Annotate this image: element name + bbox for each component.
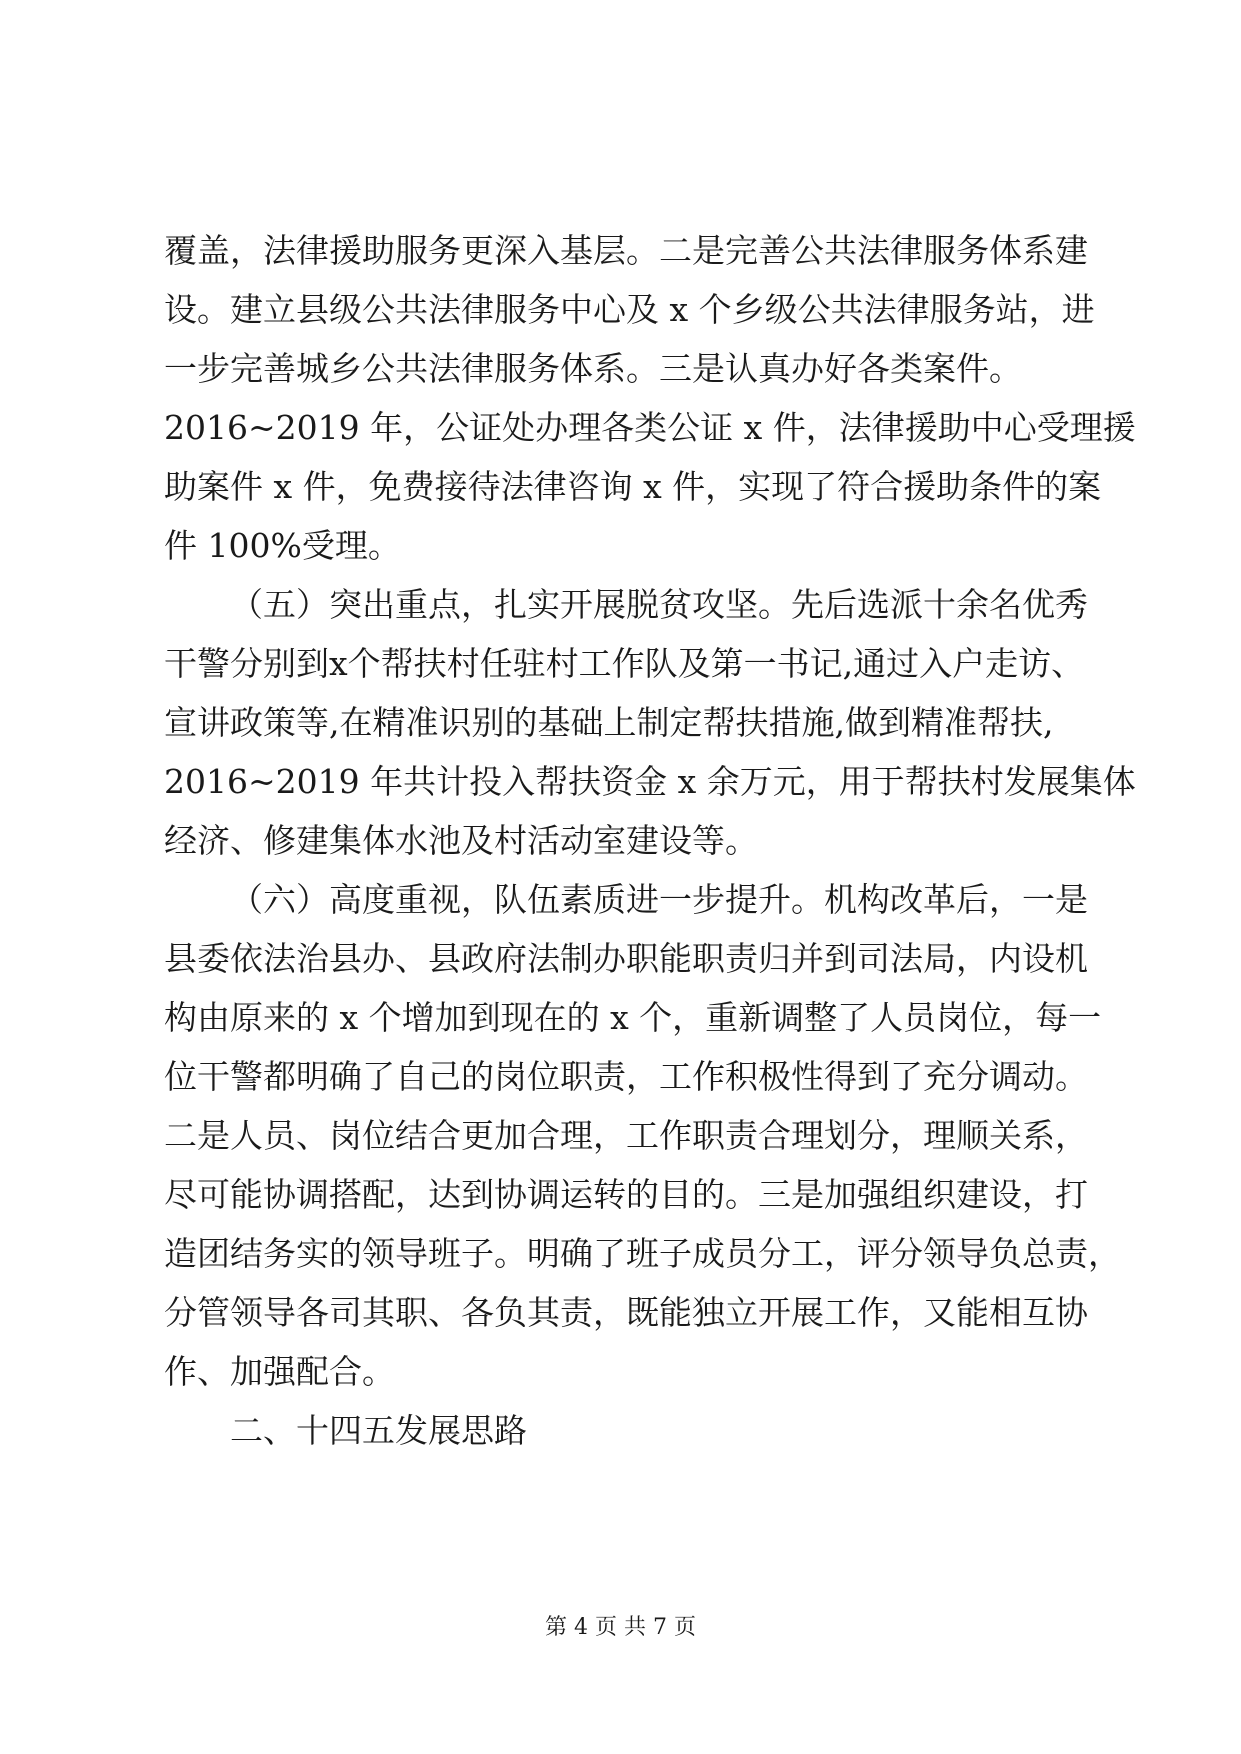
paragraph-first-line: （五）突出重点，扎实开展脱贫攻坚。先后选派十余名优秀 <box>230 585 1088 624</box>
text-line: 分管领导各司其职、各负其责，既能独立开展工作，又能相互协 <box>164 1293 1088 1332</box>
text-line: 造团结务实的领导班子。明确了班子成员分工，评分领导负总责， <box>164 1234 1121 1273</box>
text-line: 干警分别到x个帮扶村任驻村工作队及第一书记,通过入户走访、 <box>164 644 1085 683</box>
text-line: 助案件 x 件，免费接待法律咨询 x 件，实现了符合援助条件的案 <box>164 467 1102 506</box>
text-line: 2016~2019 年，公证处办理各类公证 x 件，法律援助中心受理援 <box>164 408 1136 447</box>
paragraph-first-line: （六）高度重视，队伍素质进一步提升。机构改革后，一是 <box>230 880 1088 919</box>
text-line: 一步完善城乡公共法律服务体系。三是认真办好各类案件。 <box>164 349 1022 388</box>
text-line: 二是人员、岗位结合更加合理，工作职责合理划分，理顺关系， <box>164 1116 1088 1155</box>
section-heading: 二、十四五发展思路 <box>230 1411 527 1450</box>
text-line: 2016~2019 年共计投入帮扶资金 x 余万元，用于帮扶村发展集体 <box>164 762 1136 801</box>
text-line: 位干警都明确了自己的岗位职责，工作积极性得到了充分调动。 <box>164 1057 1088 1096</box>
text-line: 构由原来的 x 个增加到现在的 x 个，重新调整了人员岗位，每一 <box>164 998 1102 1037</box>
text-line: 尽可能协调搭配，达到协调运转的目的。三是加强组织建设，打 <box>164 1175 1088 1214</box>
text-line: 经济、修建集体水池及村活动室建设等。 <box>164 821 758 860</box>
text-line: 设。建立县级公共法律服务中心及 x 个乡级公共法律服务站，进 <box>164 290 1095 329</box>
text-line: 宣讲政策等,在精准识别的基础上制定帮扶措施,做到精准帮扶, <box>164 703 1054 742</box>
text-line: 县委依法治县办、县政府法制办职能职责归并到司法局，内设机 <box>164 939 1088 978</box>
text-line: 覆盖，法律援助服务更深入基层。二是完善公共法律服务体系建 <box>164 231 1088 270</box>
page-footer: 第 4 页 共 7 页 <box>545 1615 696 1640</box>
text-line: 件 100%受理。 <box>164 526 401 565</box>
text-line: 作、加强配合。 <box>164 1352 395 1391</box>
